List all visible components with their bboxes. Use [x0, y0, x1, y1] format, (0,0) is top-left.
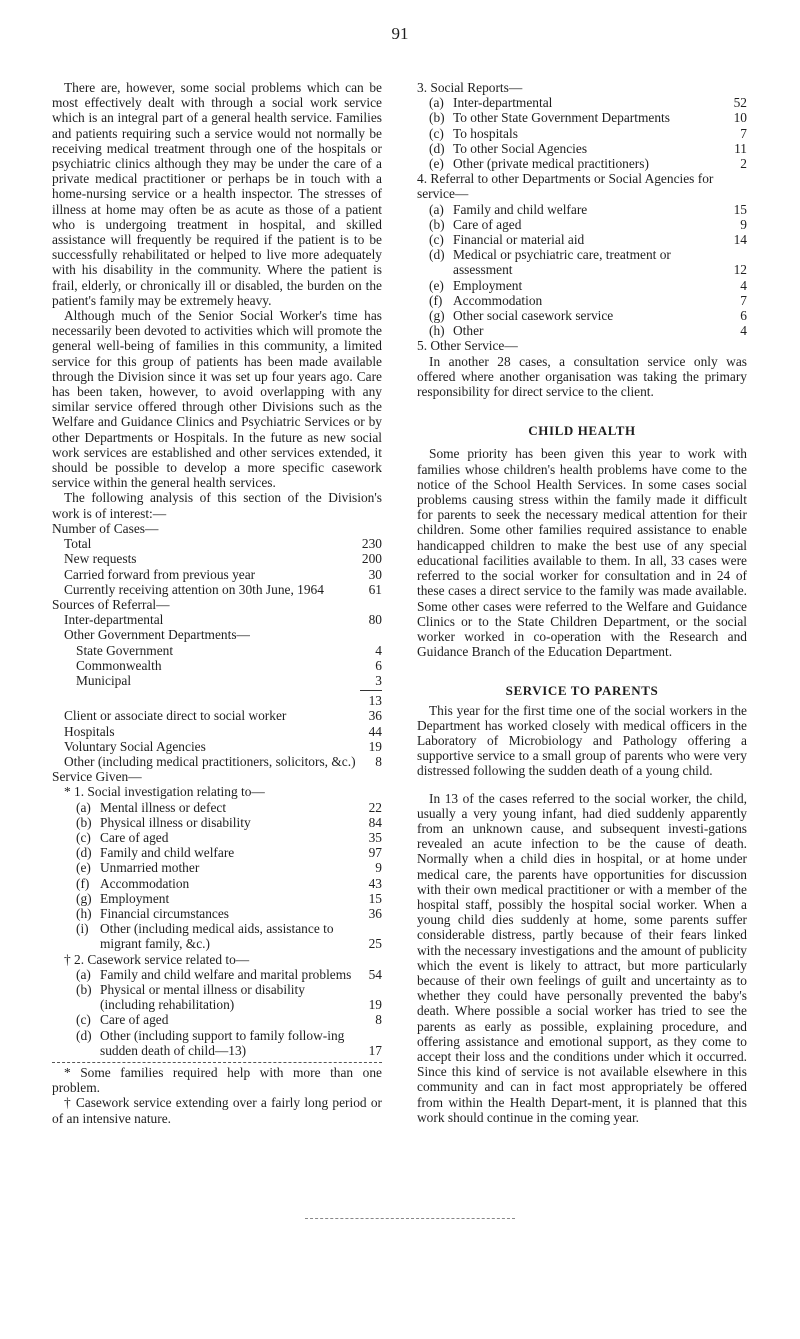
- referral-row: Client or associate direct to social worker 36: [64, 708, 382, 724]
- cases-row: Total 230: [64, 536, 382, 552]
- intro-paragraph: There are, however, some social problems which can be most effectively dealt with through a social work service which is an integral part of a general health service. Families and patients requiring such a service would not normally be receiving medical treatment through one of the hospitals or psychiatric clinics although they may be under the care of a private medical practitioner or perhaps be in touch with a home-nursing service or a health inspector. The stresses of illness at home may often be as acute as those of a patient who is undergoing treatment in hospital, and skilled assistance will frequently be required if the patient is to be successfully rehabilitated or helped to live more adequately with his disability in the community. Where the patient is frail, elderly, or chronically ill or disabled, the burden on the patient's family may be extremely heavy.: [52, 80, 382, 308]
- report-row: (a) Inter-departmental 52: [429, 95, 747, 111]
- referral-section: [52, 597, 382, 769]
- report-row: (e) Other (private medical practitioners) 2: [429, 156, 747, 172]
- left-column: [52, 80, 382, 1126]
- cases-row: Carried forward from previous year 30: [64, 566, 382, 582]
- service-row: (b) Physical or mental illness or disability (including rehabilitation) 19: [76, 981, 382, 1013]
- other-service-section: [417, 338, 747, 399]
- referral-other-row: (h) Other 4: [429, 323, 747, 339]
- other-service-heading: 5. Other Service—: [417, 338, 518, 354]
- service-row: (d) Family and child welfare 97: [76, 845, 382, 861]
- referral-row: Voluntary Social Agencies 19: [64, 738, 382, 754]
- cases-heading: Number of Cases—: [52, 520, 159, 536]
- report-row: (d) To other Social Agencies 11: [429, 140, 747, 156]
- service-row: (g) Employment 15: [76, 890, 382, 906]
- referral-other-row: (d) Medical or psychiatric care, treatment or assessment 12: [429, 247, 747, 278]
- service-row: (f) Accommodation 43: [76, 875, 382, 891]
- page-number: 91: [391, 24, 409, 43]
- referral-other-row: (b) Care of aged 9: [429, 216, 747, 232]
- child-health-heading: CHILD HEALTH: [528, 423, 636, 439]
- referral-other-section: [417, 171, 747, 338]
- referral-other-row: (f) Accommodation 7: [429, 292, 747, 308]
- service-row: (h) Financial circumstances 36: [76, 905, 382, 921]
- referral-row: Other (including medical practitioners, solicitors, &c.) 8: [64, 753, 382, 769]
- service-row: (d) Other (including support to family follow-ing sudden death of child—13) 17: [76, 1027, 382, 1058]
- referral-row: Inter-departmental 80: [64, 612, 382, 628]
- service-row: (c) Care of aged 35: [76, 829, 382, 845]
- child-health-text: Some priority has been given this year to work with families whose children's health problems have come to the notice of the School Health Services. In some cases social problems causing stress within the family made it difficult for parents to seek the necessary medical attention for their children. Some other families required assistance to enable handicapped children to make the best use of any special educational facilities available to them. In all, 33 cases were referred to the social worker for consultation and in 24 of these cases a direct service to the family was made available. Some other cases were referred to the Welfare and Guidance Clinics or to the State Children Department, or the social worker worked in co-operation with the Research and Guidance Branch of the Education Department.: [417, 446, 747, 660]
- referral-row: Hospitals 44: [64, 723, 382, 739]
- service-heading: Service Given—: [52, 769, 142, 785]
- social-reports-heading: 3. Social Reports—: [417, 80, 523, 95]
- intro-paragraph: Although much of the Senior Social Worker's time has necessarily been devoted to activities which will promote the general well-being of families in this community, a limited service for this group of patients has been made available through the Division since it was set up four years ago. Care has been taken, however, to avoid overlapping with any similar service offered through other Divisions such as the Welfare and Guidance Clinics and Psychiatric Services or by other Departments or Hospitals. In the future as new social work services are established and other services extended, it should be possible to develop a more specific casework service within the general health services.: [52, 308, 382, 491]
- right-column: [417, 80, 747, 1125]
- footnote: † Casework service extending over a fairly long period or of an intensive nature.: [52, 1095, 382, 1126]
- gov-total: 13: [368, 693, 382, 709]
- referral-heading: Sources of Referral—: [52, 596, 170, 612]
- referral-other-row: (a) Family and child welfare 15: [429, 201, 747, 217]
- service-row: (e) Unmarried mother 9: [76, 860, 382, 876]
- referral-other-row: (e) Employment 4: [429, 277, 747, 293]
- other-gov-heading: Other Government Departments—: [64, 627, 250, 643]
- referral-other-heading: 4. Referral to other Departments or Social Agencies for service—: [417, 171, 714, 202]
- service-2-heading: † 2. Casework service related to—: [64, 951, 250, 967]
- cases-section: [52, 521, 382, 597]
- cases-row: New requests 200: [64, 551, 382, 567]
- bottom-rule: [305, 1218, 515, 1219]
- gov-row: Commonwealth 6: [76, 657, 382, 673]
- subtotal-rule: [360, 690, 382, 691]
- gov-row: State Government 4: [76, 642, 382, 658]
- footnote: * Some families required help with more than one problem.: [52, 1065, 382, 1096]
- report-row: (c) To hospitals 7: [429, 125, 747, 141]
- referral-other-row: (c) Financial or material aid 14: [429, 232, 747, 248]
- referral-other-row: (g) Other social casework service 6: [429, 308, 747, 324]
- service-row: (c) Care of aged 8: [76, 1012, 382, 1028]
- gov-row: Municipal 3: [76, 672, 382, 688]
- other-service-text: In another 28 cases, a consultation service only was offered where another organisation was taking the primary responsibility for direct service to the client.: [417, 353, 747, 400]
- service-parents-paragraph: This year for the first time one of the social workers in the Department has worked closely with medical officers in the Laboratory of Microbiology and Pathology offering a supportive service to a small group of parents who were very distressed following the sudden death of a young child.: [417, 702, 747, 779]
- service-section: [52, 769, 382, 1058]
- service-1-heading: * 1. Social investigation relating to—: [64, 784, 265, 800]
- social-reports-section: [417, 80, 747, 171]
- service-row: (a) Mental illness or defect 22: [76, 799, 382, 815]
- service-parents-heading: SERVICE TO PARENTS: [505, 683, 659, 699]
- intro-paragraph: The following analysis of this section of the Division's work is of interest:—: [52, 490, 382, 521]
- service-row: (a) Family and child welfare and marital problems 54: [76, 966, 382, 982]
- service-parents-paragraph: In 13 of the cases referred to the social worker, the child, usually a very young infant, had died suddenly apparently from an unknown cause, and subsequent investi-gations revealed an acute infection to be the cause of death. Normally when a child dies in hospital, or at home under medical care, the parents have opportunities for discussion with their own medical practitioner or with a member of the hospital staff, possibly the hospital social worker. When a young child dies suddenly at home, some parents suffer considerable distress, partly because of their fears linked with the necessary investigations and the amount of publicity which the event is likely to attract, but more particularly because of their own feelings of guilt and uncertainty as to whether they could have personally prevented the baby's death. Where possible a social worker has tried to see the parents as early as possible, explaining procedure, and offering assistance and emotional support, as they come to accept their loss and the conditions under which it occurred. Since this kind of service is not available elsewhere in this community and can in fact most appropriately be offered from within the Health Depart-ment, it is planned that this work should continue in the coming year.: [417, 790, 747, 1125]
- service-row: (b) Physical illness or disability 84: [76, 814, 382, 830]
- report-row: (b) To other State Government Departments 10: [429, 110, 747, 126]
- service-row: (i) Other (including medical aids, assistance to migrant family, &c.) 25: [76, 921, 382, 952]
- footnote-rule: [52, 1062, 382, 1063]
- cases-row: Currently receiving attention on 30th June, 1964 61: [64, 581, 382, 597]
